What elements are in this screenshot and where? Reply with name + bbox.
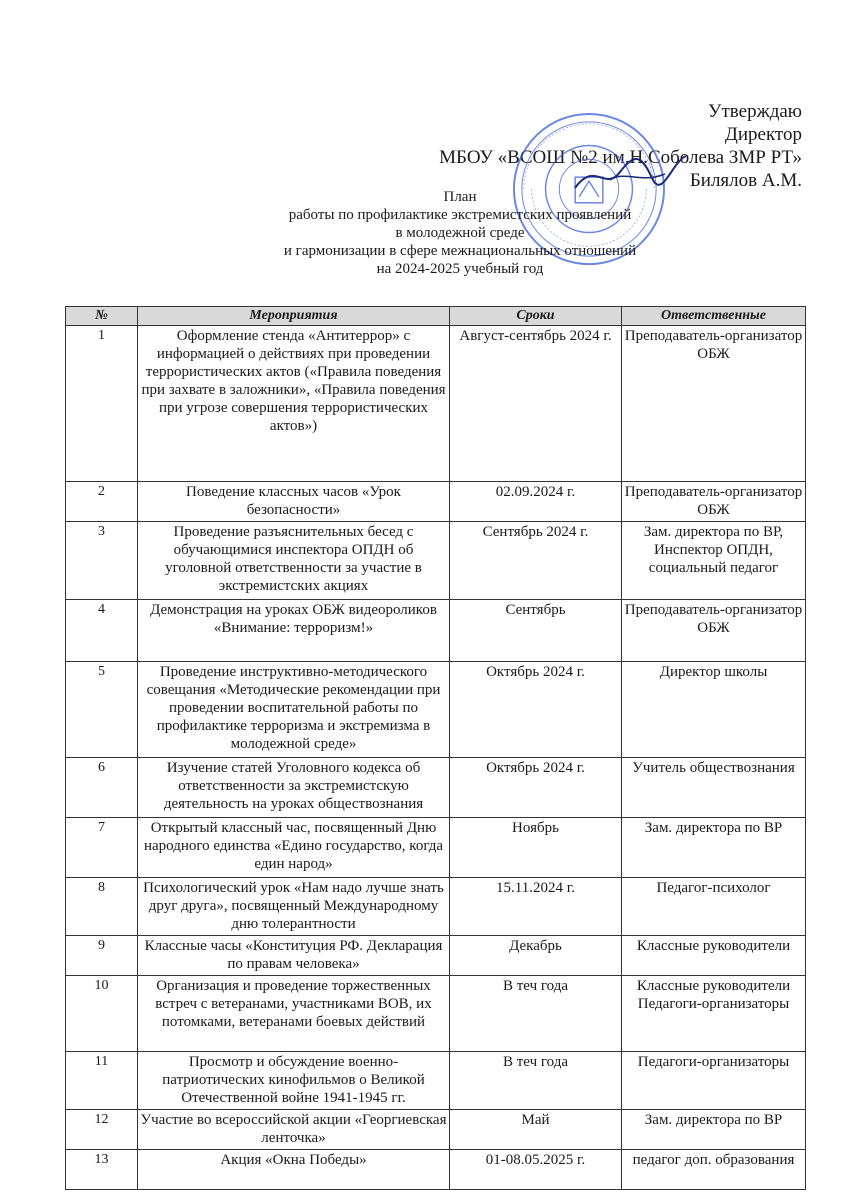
row-number: 7 <box>66 818 138 878</box>
document-title <box>230 188 690 278</box>
title-line-5: на 2024-2025 учебный год <box>376 261 544 277</box>
table-row <box>66 326 806 482</box>
row-number: 12 <box>66 1110 138 1150</box>
table-row <box>66 600 806 662</box>
row-event: Участие во всероссийской акции «Георгиевская ленточка» <box>138 1110 450 1150</box>
row-term: Сентябрь 2024 г. <box>450 522 622 600</box>
row-event: Психологический урок «Нам надо лучше знать друг друга», посвященный Международному дню толерантности <box>138 878 450 936</box>
header-responsible: Ответственные <box>622 307 806 326</box>
row-number: 4 <box>66 600 138 662</box>
header-number: № <box>66 307 138 326</box>
row-event: Организация и проведение торжественных встреч с ветеранами, участниками ВОВ, их потомками, ветеранами боевых действий <box>138 976 450 1052</box>
row-responsible: Зам. директора по ВР <box>622 1110 806 1150</box>
table-row <box>66 1110 806 1150</box>
row-term: 01-08.05.2025 г. <box>450 1150 622 1190</box>
table-row <box>66 758 806 818</box>
row-term: Октябрь 2024 г. <box>450 758 622 818</box>
approval-line-1: Утверждаю <box>708 101 802 122</box>
table-row <box>66 482 806 522</box>
table-row <box>66 936 806 976</box>
row-responsible: Преподаватель-организатор ОБЖ <box>622 600 806 662</box>
row-responsible: Преподаватель-организатор ОБЖ <box>622 326 806 482</box>
row-term: Декабрь <box>450 936 622 976</box>
row-responsible: Педагоги-организаторы <box>622 1052 806 1110</box>
row-term: В теч года <box>450 1052 622 1110</box>
table-row <box>66 1052 806 1110</box>
row-term: Ноябрь <box>450 818 622 878</box>
row-responsible: Преподаватель-организатор ОБЖ <box>622 482 806 522</box>
row-event: Оформление стенда «Антитеррор» с информацией о действиях при проведении террористических актов («Правила поведения при захвате в заложники», «Правила поведения при угрозе совершения террористических актов») <box>138 326 450 482</box>
row-term: 02.09.2024 г. <box>450 482 622 522</box>
row-event: Проведение инструктивно-методического совещания «Методические рекомендации при проведении воспитательной работы по профилактике терроризма и экстремизма в молодежной среде» <box>138 662 450 758</box>
row-responsible: Классные руководители <box>622 936 806 976</box>
row-responsible: Классные руководители Педагоги-организаторы <box>622 976 806 1052</box>
row-term: Май <box>450 1110 622 1150</box>
approval-line-3: МБОУ «ВСОШ №2 им.Н.Соболева ЗМР РТ» <box>439 147 802 168</box>
header-events: Мероприятия <box>138 307 450 326</box>
row-event: Демонстрация на уроках ОБЖ видеороликов «Внимание: терроризм!» <box>138 600 450 662</box>
approval-line-4: Билялов А.М. <box>689 170 802 191</box>
row-number: 6 <box>66 758 138 818</box>
row-event: Акция «Окна Победы» <box>138 1150 450 1190</box>
row-number: 9 <box>66 936 138 976</box>
row-event: Открытый классный час, посвященный Дню народного единства «Едино государство, когда един народ» <box>138 818 450 878</box>
row-term: Август-сентябрь 2024 г. <box>450 326 622 482</box>
row-responsible: Директор школы <box>622 662 806 758</box>
plan-table <box>65 306 806 1190</box>
table-header-row <box>66 307 806 326</box>
row-number: 5 <box>66 662 138 758</box>
row-term: В теч года <box>450 976 622 1052</box>
row-number: 3 <box>66 522 138 600</box>
title-line-4: и гармонизации в сфере межнациональных отношений <box>283 243 637 259</box>
row-event: Поведение классных часов «Урок безопасности» <box>138 482 450 522</box>
row-responsible: Педагог-психолог <box>622 878 806 936</box>
row-number: 8 <box>66 878 138 936</box>
row-number: 10 <box>66 976 138 1052</box>
table-row <box>66 818 806 878</box>
row-event: Проведение разъяснительных бесед с обучающимися инспектора ОПДН об уголовной ответственности за участие в экстремистских акциях <box>138 522 450 600</box>
table-row <box>66 522 806 600</box>
row-term: Октябрь 2024 г. <box>450 662 622 758</box>
table-row <box>66 662 806 758</box>
title-line-3: в молодежной среде <box>395 225 525 241</box>
row-event: Изучение статей Уголовного кодекса об ответственности за экстремистскую деятельность на уроках обществознания <box>138 758 450 818</box>
row-number: 13 <box>66 1150 138 1190</box>
approval-line-2: Директор <box>724 124 802 145</box>
row-number: 11 <box>66 1052 138 1110</box>
row-event: Классные часы «Конституция РФ. Декларация по правам человека» <box>138 936 450 976</box>
table-row <box>66 976 806 1052</box>
row-term: 15.11.2024 г. <box>450 878 622 936</box>
row-responsible: Зам. директора по ВР, Инспектор ОПДН, социальный педагог <box>622 522 806 600</box>
row-responsible: Учитель обществознания <box>622 758 806 818</box>
row-responsible: педагог доп. образования <box>622 1150 806 1190</box>
table-row <box>66 878 806 936</box>
row-responsible: Зам. директора по ВР <box>622 818 806 878</box>
header-terms: Сроки <box>450 307 622 326</box>
row-number: 2 <box>66 482 138 522</box>
title-line-2: работы по профилактике экстремистских проявлений <box>288 207 632 223</box>
table-row <box>66 1150 806 1190</box>
row-term: Сентябрь <box>450 600 622 662</box>
row-event: Просмотр и обсуждение военно-патриотических кинофильмов о Великой Отечественной войне 1941-1945 гг. <box>138 1052 450 1110</box>
row-number: 1 <box>66 326 138 482</box>
title-line-1: План <box>443 189 477 205</box>
